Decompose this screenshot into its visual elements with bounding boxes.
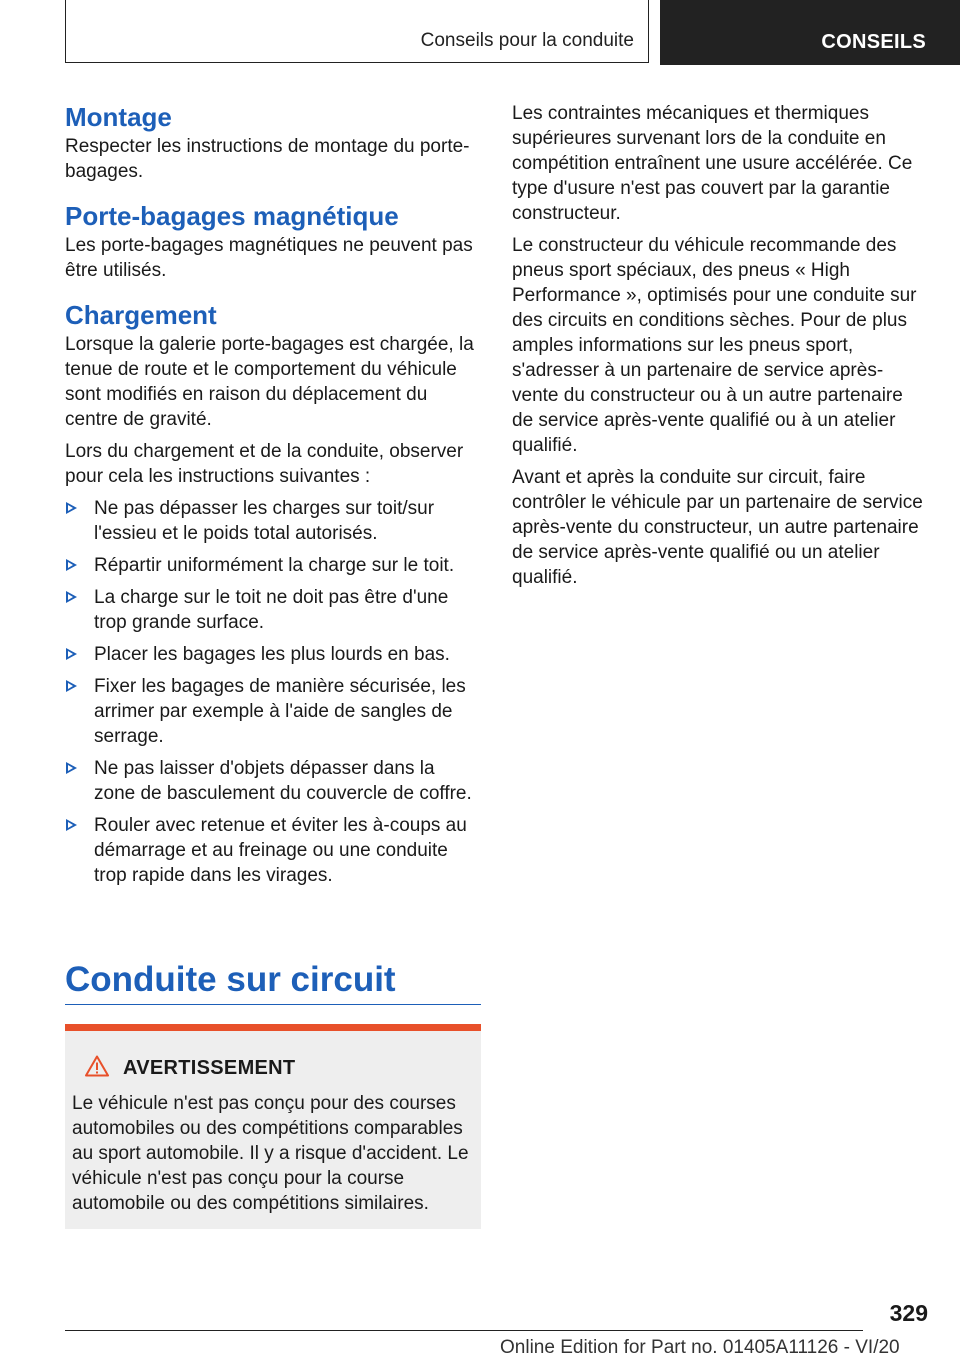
heading-chargement: Chargement	[65, 300, 217, 330]
heading-porte-bagages: Porte-bagages magnétique	[65, 201, 399, 231]
list-item	[65, 553, 481, 578]
circuit-paragraph-3: Avant et après la conduite sur circuit, faire contrôler le véhicule par un partenaire de service après-vente du constructeur, un autre partenaire de service après-vente qualifié ou un atelier qualifié.	[512, 467, 923, 588]
montage-text: Respecter les instructions de montage du porte-bagages.	[65, 136, 470, 182]
warning-box	[65, 1024, 481, 1229]
bullet-arrow-icon	[66, 819, 77, 831]
list-item-text: Répartir uniformément la charge sur le toit.	[94, 555, 455, 576]
bullet-arrow-icon	[66, 559, 77, 571]
bullet-arrow-icon	[66, 502, 77, 514]
bullet-arrow-icon	[66, 591, 77, 603]
list-item	[65, 585, 481, 635]
warning-header	[85, 1055, 295, 1081]
porte-bagages-text: Les porte-bagages magnétiques ne peuvent pas être utilisés.	[65, 235, 473, 281]
header-chapter-title: CONSEILS	[821, 31, 926, 53]
section-montage	[65, 100, 481, 184]
warning-text: Le véhicule n'est pas conçu pour des courses automobiles ou des compétitions comparables au sport automobile. Il y a risque d'accident. Le véhicule n'est pas conçu pour la course automobile ou des compétitions similaires.	[72, 1093, 469, 1214]
footer-edition: Online Edition for Part no. 01405A11126 - VI/20	[500, 1337, 900, 1358]
footer-divider	[65, 1330, 863, 1331]
list-item	[65, 496, 481, 546]
left-column	[65, 100, 481, 903]
header-section-title: Conseils pour la conduite	[420, 30, 634, 51]
warning-title: AVERTISSEMENT	[123, 1056, 296, 1079]
list-item	[65, 813, 481, 888]
circuit-paragraph-2: Le constructeur du véhicule recommande des pneus sport spéciaux, des pneus « High Performance », optimisés pour une conduite sur des circuits en conditions sèches. Pour de plus amples informations sur les pneus sport, s'adresser à un partenaire de service après-vente du constructeur ou à un autre partenaire de service après-vente qualifié ou à un atelier qualifié.	[512, 235, 917, 456]
heading-montage: Montage	[65, 102, 172, 132]
header-section-box	[65, 0, 649, 63]
list-item-text: Ne pas dépasser les charges sur toit/sur l'essieu et le poids total autorisés.	[94, 498, 435, 544]
section-porte-bagages	[65, 199, 481, 283]
list-item-text: Ne pas laisser d'objets dépasser dans la zone de basculement du couvercle de coffre.	[94, 758, 472, 804]
header-chapter-box	[660, 0, 960, 65]
section-chargement	[65, 298, 481, 888]
circuit-paragraph-1: Les contraintes mécaniques et thermiques supérieures survenant lors de la conduite en compétition entraînent une usure accélérée. Ce type d'usure n'est pas couvert par la garantie constructeur.	[512, 103, 913, 224]
list-item	[65, 642, 481, 667]
right-column	[512, 101, 928, 597]
list-item-text: La charge sur le toit ne doit pas être d'une trop grande surface.	[94, 587, 449, 633]
chargement-paragraph-2: Lors du chargement et de la conduite, observer pour cela les instructions suivantes :	[65, 441, 464, 487]
list-item-text: Placer les bagages les plus lourds en bas.	[94, 644, 450, 665]
page-number: 329	[889, 1300, 928, 1326]
heading-conduite-sur-circuit: Conduite sur circuit	[65, 958, 481, 1005]
list-item-text: Rouler avec retenue et éviter les à-coups au démarrage et au freinage ou une conduite trop rapide dans les virages.	[94, 815, 467, 886]
bullet-arrow-icon	[66, 648, 77, 660]
list-item	[65, 756, 481, 806]
chargement-bullet-list	[65, 496, 481, 888]
bullet-arrow-icon	[66, 680, 77, 692]
chargement-paragraph-1: Lorsque la galerie porte-bagages est chargée, la tenue de route et le comportement du véhicule sont modifiés en raison du déplacement du centre de gravité.	[65, 334, 474, 430]
list-item	[65, 674, 481, 749]
list-item-text: Fixer les bagages de manière sécurisée, les arrimer par exemple à l'aide de sangles de serrage.	[94, 676, 466, 747]
warning-triangle-icon	[85, 1055, 109, 1082]
bullet-arrow-icon	[66, 762, 77, 774]
